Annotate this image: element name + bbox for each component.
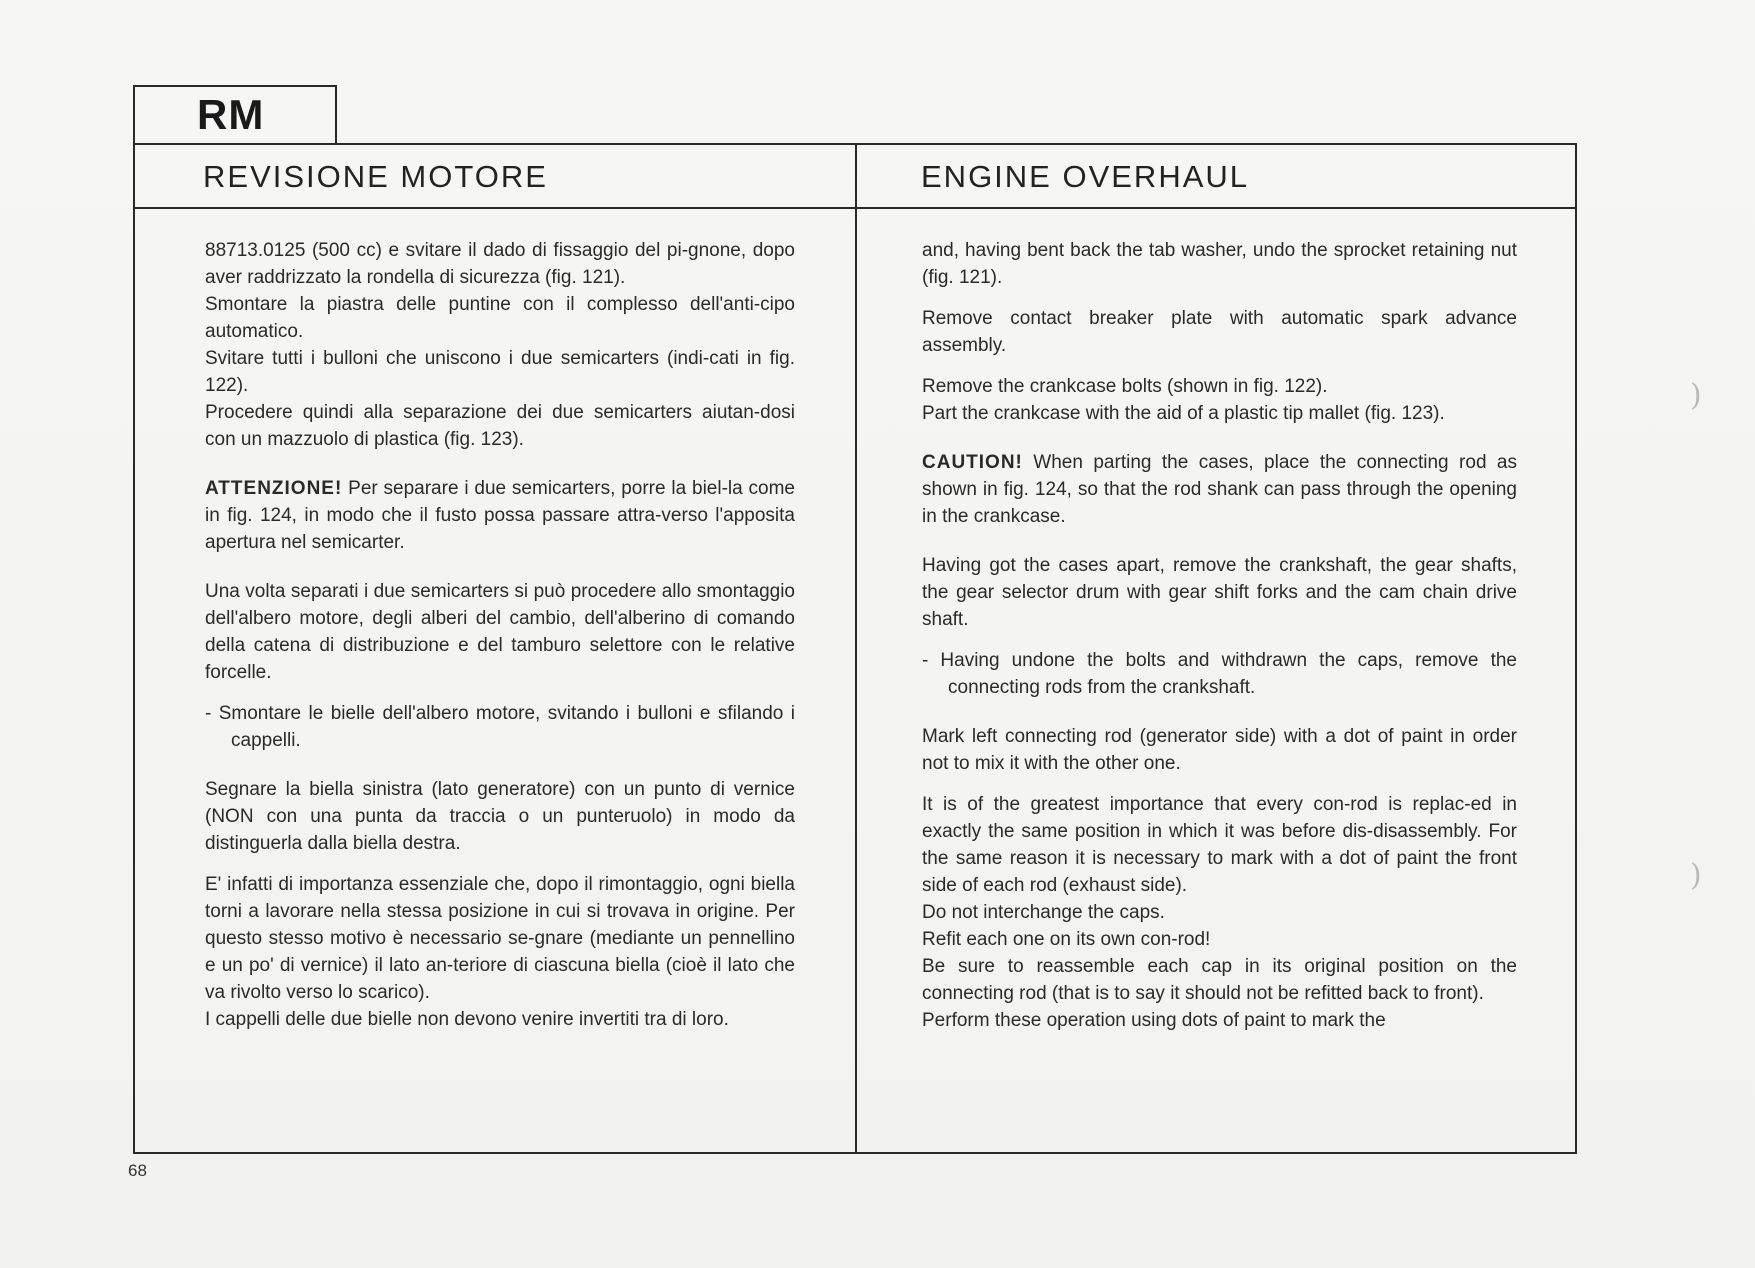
binding-hole-mark-bottom: )	[1690, 858, 1702, 893]
column-divider	[855, 145, 857, 1152]
english-para-part: Part the crankcase with the aid of a plastic tip mallet (fig. 123).	[922, 403, 1445, 424]
italian-para-contact: Smontare la piastra delle puntine con il complesso dell'anti-cipo automatico.	[205, 294, 795, 342]
english-para-interchange: Do not interchange the caps.	[922, 902, 1165, 923]
english-para-apart: Having got the cases apart, remove the crankshaft, the gear shafts, the gear selector drum with gear shift forks and the cam chain drive shaft.	[922, 555, 1517, 630]
section-code: RM	[197, 91, 265, 138]
english-caution	[922, 449, 1517, 530]
caution-text: When parting the cases, place the connecting rod as shown in fig. 124, so that the rod shank can pass through the opening in the crankcase.	[922, 452, 1517, 527]
italian-para-importance: E' infatti di importanza essenziale che, dopo il rimontaggio, ogni biella torni a lavorare nella stessa posizione in cui si trovava in origine. Per questo stesso motivo è necessario se-gnare (mediante un pennellino e un po' di vernice) il lato an-teriore di ciascuna biella (cioè il lato che va rivolto verso lo scarico).	[205, 874, 795, 1003]
english-para-perform: Perform these operation using dots of paint to mark the	[922, 1010, 1386, 1031]
english-para-importance: It is of the greatest importance that every con-rod is replac-ed in exactly the same position in which it was before dis-disassembly. For the same reason it is necessary to mark with a dot of paint the front side of each rod (exhaust side).	[922, 794, 1517, 896]
english-para-reassemble: Be sure to reassemble each cap in its original position on the connecting rod (that is to say it should not be refitted back to front).	[922, 956, 1517, 1004]
english-para-bolts: Remove the crankcase bolts (shown in fig. 122).	[922, 376, 1328, 397]
content-frame	[133, 143, 1577, 1154]
italian-bullet: - Smontare le bielle dell'albero motore, svitando i bulloni e sfilando i cappelli.	[205, 703, 795, 751]
english-para-contact: Remove contact breaker plate with automatic spark advance assembly.	[922, 308, 1517, 356]
english-bullet: - Having undone the bolts and withdrawn the caps, remove the connecting rods from the crankshaft.	[922, 650, 1517, 698]
italian-para-mark: Segnare la biella sinistra (lato generatore) con un punto di vernice (NON con una punta da traccia o un punteruolo) in modo da distinguerla dalla biella destra.	[205, 779, 795, 854]
attention-text: Per separare i due semicarters, porre la biel-la come in fig. 124, in modo che il fusto possa passare attra-verso l'apposita apertura nel semicarter.	[205, 478, 795, 553]
caution-label: CAUTION!	[922, 452, 1023, 473]
binding-hole-mark-top: )	[1690, 378, 1702, 413]
italian-para-sprocket: 88713.0125 (500 cc) e svitare il dado di fissaggio del pi-gnone, dopo aver raddrizzato la rondella di sicurezza (fig. 121).	[205, 240, 795, 288]
english-para-refit: Refit each one on its own con-rod!	[922, 929, 1211, 950]
italian-title: REVISIONE MOTORE	[203, 159, 548, 194]
italian-para-separated: Una volta separati i due semicarters si può procedere allo smontaggio dell'albero motore, degli alberi del cambio, dell'alberino di comando della catena di distribuzione e del tamburo selettore con le relative forcelle.	[205, 581, 795, 683]
section-tab	[133, 85, 337, 143]
italian-attention	[205, 475, 795, 556]
italian-para-bolts: Svitare tutti i bulloni che uniscono i due semicarters (indi-cati in fig. 122).	[205, 348, 795, 396]
italian-para-separation-mallet: Procedere quindi alla separazione dei due semicarters aiutan-dosi con un mazzuolo di plastica (fig. 123).	[205, 402, 795, 450]
italian-column	[205, 237, 795, 1033]
attention-label: ATTENZIONE!	[205, 478, 343, 499]
english-column	[922, 237, 1517, 1034]
italian-para-caps: I cappelli delle due bielle non devono venire invertiti tra di loro.	[205, 1009, 729, 1030]
english-title: ENGINE OVERHAUL	[921, 159, 1250, 194]
page-number: 68	[128, 1161, 147, 1180]
english-para-mark: Mark left connecting rod (generator side) with a dot of paint in order not to mix it with the other one.	[922, 726, 1517, 774]
english-para-sprocket: and, having bent back the tab washer, undo the sprocket retaining nut (fig. 121).	[922, 240, 1517, 288]
